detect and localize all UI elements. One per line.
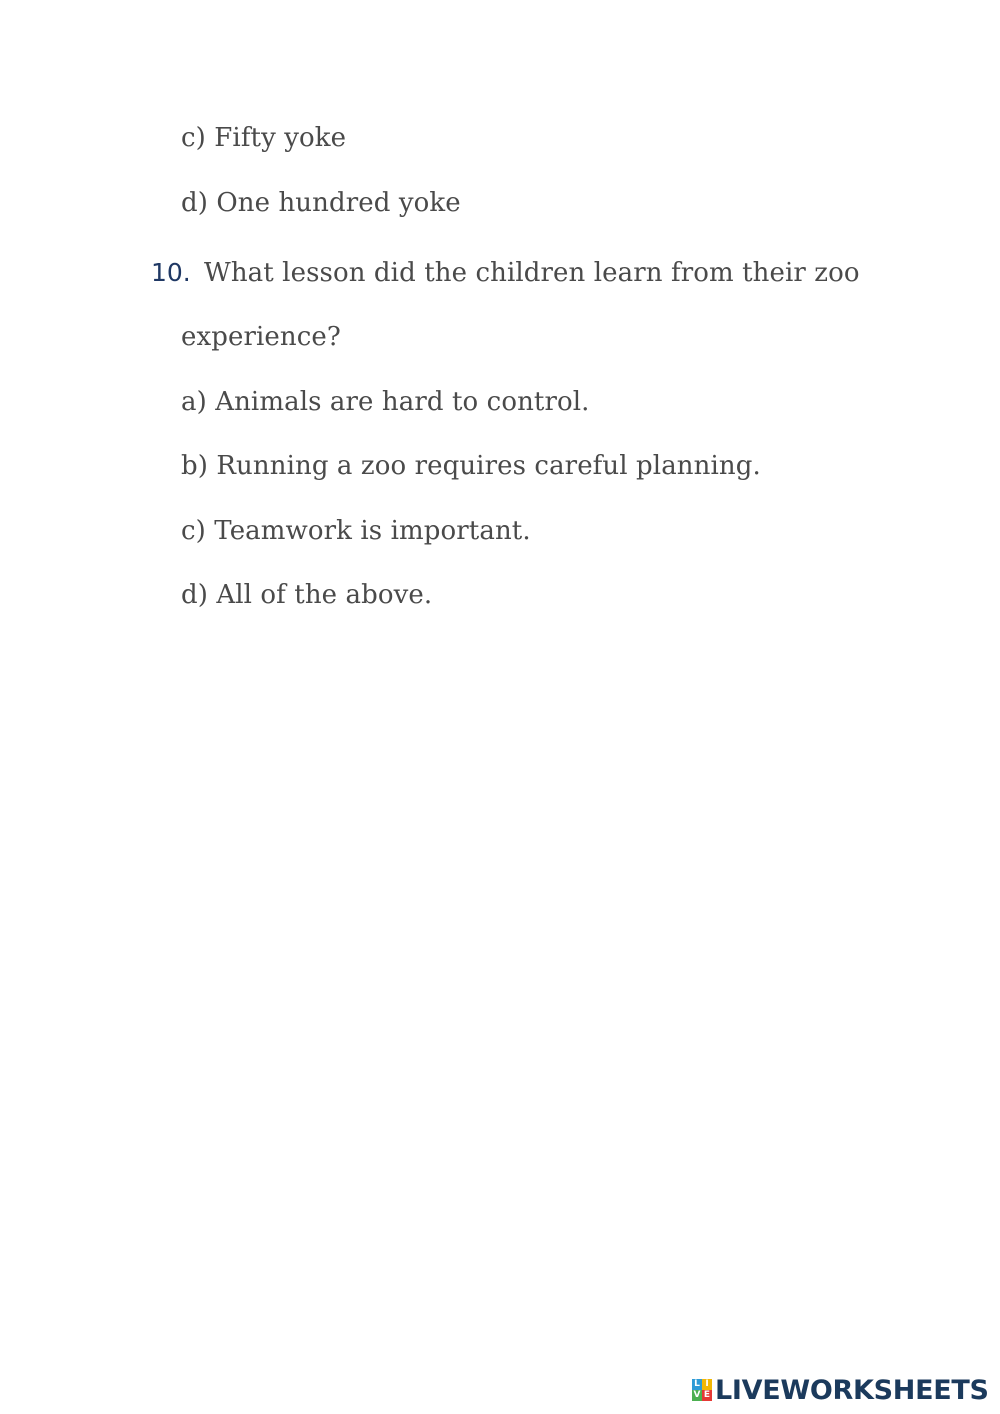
option-c: c) Teamwork is important. <box>181 516 531 546</box>
logo-mark-v: V <box>693 1390 701 1400</box>
logo-mark-l: L <box>692 1379 702 1390</box>
logo-mark-icon <box>692 1379 712 1401</box>
liveworksheets-logo <box>692 1374 989 1406</box>
option-c-prev: c) Fifty yoke <box>181 123 347 153</box>
option-d: d) All of the above. <box>181 580 433 610</box>
option-a: a) Animals are hard to control. <box>181 387 590 417</box>
logo-mark-e: E <box>703 1390 711 1400</box>
option-b: b) Running a zoo requires careful planning. <box>181 451 761 481</box>
logo-mark-i: I <box>702 1379 712 1390</box>
logo-text: LIVEWORKSHEETS <box>715 1374 989 1406</box>
question-text-line1: What lesson did the children learn from their zoo <box>204 258 860 288</box>
option-d-prev: d) One hundred yoke <box>181 188 461 218</box>
question-number: 10. <box>151 258 191 287</box>
question-text-line2: experience? <box>181 322 341 352</box>
